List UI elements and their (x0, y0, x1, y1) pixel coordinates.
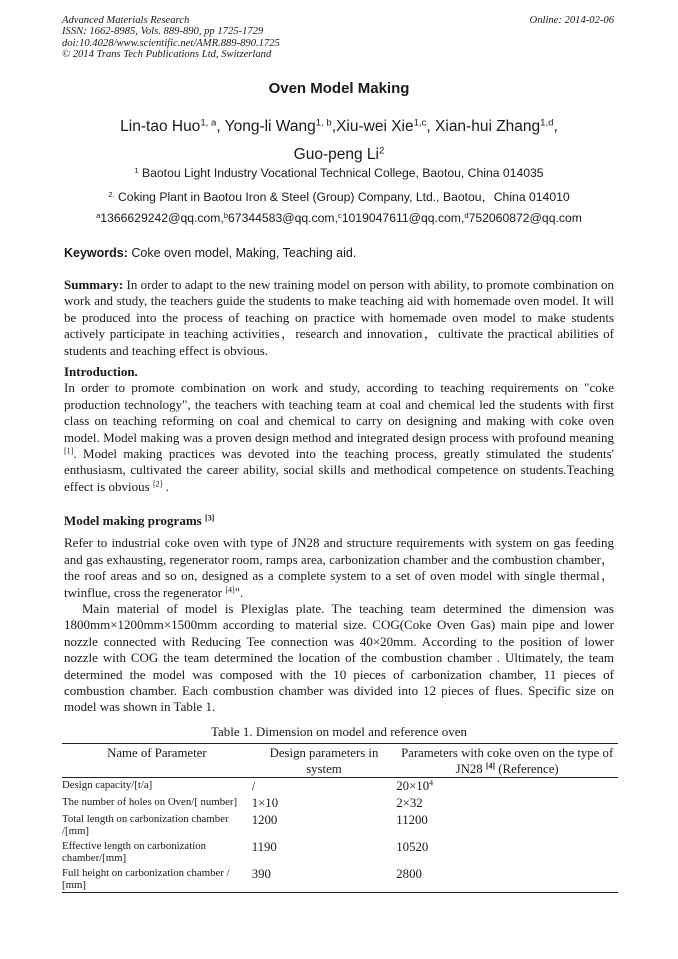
keywords-text: Coke oven model, Making, Teaching aid. (131, 246, 357, 260)
programs-heading (64, 513, 614, 529)
table-cell: 2800 (396, 866, 422, 881)
header-cell (396, 744, 618, 778)
affiliation-2 (0, 188, 678, 205)
author-affiliation-mark: 1,d (540, 117, 554, 129)
table-row (62, 866, 618, 893)
table-cell: Total length on carbonization chamber /[mm] (62, 813, 229, 838)
keywords-label: Keywords: (64, 246, 128, 260)
doi-line: doi:10.4028/www.scientific.net/AMR.889-890.1725 (62, 37, 280, 49)
paper-title: Oven Model Making (268, 80, 410, 97)
author-name: Lin-tao Huo (120, 118, 201, 135)
header-cell: Design parameters in system (269, 746, 379, 776)
author-affiliation-mark: 1, b (315, 117, 332, 129)
affiliation-1 (0, 166, 678, 180)
table-row (62, 778, 618, 796)
citation: [2] (152, 479, 163, 489)
email-address[interactable]: 67344583@qq.com, (228, 211, 338, 225)
intro-text: . (165, 478, 169, 494)
author-name: Xiu-wei Xie (336, 118, 414, 135)
affiliation-mark: 1 (134, 165, 139, 175)
header-cell: Name of Parameter (107, 746, 207, 760)
summary-text: In order to adapt to the new training model on person with ability, to promote combination on work and study, the teachers guide the students to make teaching aid with homemade oven model. It will be produced into the process of teaching on practice with homemade oven model to make students actively participate in teaching activities，research and innovation，cultivate the practical abilities of students and teaching effect is obvious. (64, 277, 615, 358)
author-affiliation-mark: 2 (378, 145, 385, 157)
author-affiliation-mark: 1,c (413, 117, 427, 129)
table-cell: 1×10 (251, 796, 279, 810)
journal-header (62, 15, 280, 61)
table-cell: Effective length on carbonization chamber/[mm] (62, 839, 207, 865)
email-mark: c (337, 210, 342, 220)
table-header-row (62, 744, 618, 778)
affiliation-mark: 2. (108, 189, 115, 199)
affiliation-text: Baotou Light Industry Vocational Technical College, Baotou, China 014035 (142, 166, 544, 180)
table-cell: 11200 (396, 813, 428, 827)
table-cell: Design capacity/[t/a] (62, 779, 153, 791)
affiliation-text: Coking Plant in Baotou Iron & Steel (Group) Company, Ltd., Baotou，China 014010 (118, 190, 570, 204)
author-name: Guo-peng Li (293, 146, 379, 163)
citation: [1] (64, 446, 74, 456)
header-text: Parameters with coke oven on the type of JN28 (401, 746, 614, 776)
citation: [4] (485, 761, 496, 771)
citation: [4] (225, 585, 235, 595)
header-text: (Reference) (498, 761, 559, 776)
dimension-table (62, 743, 618, 893)
programs-text: ". (234, 584, 244, 600)
intro-text: In order to promote combination on work and study, according to teaching requirements on "coke production technology", the teachers with teaching team at coal and chemical led the students with first class on teaching reforming on coal and chemical to carry on designing and making with coke oven model. Model making was a proven design method and integrated design process with profound meaning (64, 380, 614, 445)
author-name: Xian-hui Zhang (435, 118, 541, 135)
table-row (62, 839, 618, 866)
table-cell: / (251, 779, 256, 793)
table-row (62, 812, 618, 839)
email-address[interactable]: 1366629242@qq.com, (100, 211, 224, 225)
table-row (62, 795, 618, 812)
table-cell: 390 (251, 866, 271, 881)
programs-paragraph-2: Main material of model is Plexiglas plate. The teaching team determined the dimension was 1800mm×1200mm×1500mm according to material size. COG(Coke Oven Gas) main pipe and lower nozzle connected with Reducing Tee connection was 40×20mm. According to the position of lower nozzle with COG the team determined the location of the combustion chamber . Ultimately, the team determined the model was composed with the 10 pieces of carbonization chamber, 11 pieces of combustion chamber. Each combustion chamber was divided into 12 pieces of flues. Specific size on model was shown in Table 1. (64, 601, 614, 715)
email-address[interactable]: 752060872@qq.com (468, 211, 582, 225)
introduction-section (64, 364, 614, 495)
author-affiliation-mark: 1, a (200, 117, 217, 129)
programs-paragraph-1 (64, 535, 614, 601)
programs-heading-text: Model making programs (64, 513, 202, 528)
table-cell: 10520 (396, 839, 429, 854)
table-cell: 1200 (251, 813, 278, 827)
table-cell: 2×32 (396, 796, 423, 810)
programs-section (64, 513, 614, 716)
author-name: Yong-li Wang (224, 118, 316, 135)
citation: [3] (204, 513, 215, 523)
copyright-line: © 2014 Trans Tech Publications Ltd, Switzerland (62, 49, 272, 61)
summary-label: Summary: (64, 277, 124, 292)
online-date: Online: 2014-02-06 (529, 15, 614, 26)
table-caption: Table 1. Dimension on model and reference oven (210, 724, 468, 739)
table-cell (396, 778, 618, 796)
email-address[interactable]: 1019047611@qq.com, (341, 211, 465, 225)
email-line (0, 211, 678, 225)
table-cell: Full height on carbonization chamber / [mm] (62, 866, 230, 892)
summary-paragraph (64, 277, 614, 359)
journal-name: Advanced Materials Research (62, 15, 190, 26)
email-mark: d (464, 210, 469, 220)
table-cell: The number of holes on Oven/[ number] (62, 796, 238, 808)
cell-value: 20×10 (396, 779, 430, 793)
issn-line: ISSN: 1662-8985, Vols. 889-890, pp 1725-1729 (62, 26, 264, 38)
keywords (64, 246, 356, 260)
email-mark: b (223, 210, 229, 220)
intro-text: . Model making practices was devoted into the teaching process, greatly stimulated the students' enthusiasm, cultivated the career ability, social skills and methodical competence on students.Teaching effect is obvious (64, 446, 614, 494)
author-list: Lin-tao Huo$^{1, a}$, Yong-li Wang$^{1, b}$,Xiu-wei Xie$^{1,c}$, Xian-hui Zhang$^{1,d}$, Guo-peng Li$^2$ (120, 117, 558, 163)
introduction-paragraph (64, 380, 614, 495)
programs-text: Refer to industrial coke oven with type of JN28 and structure requirements with system on gas feeding and gas exhausting, regenerator room, ramps area, carbonization chamber and the combustion chamber，the roof areas and so on, designed as a complete system to a set of oven model with single thermal，twinflue, cross the regenerator (64, 535, 614, 600)
table-cell: 1190 (251, 839, 277, 854)
cell-exponent: 4 (429, 778, 434, 788)
introduction-heading: Introduction. (64, 364, 138, 379)
email-mark: a (96, 210, 101, 220)
